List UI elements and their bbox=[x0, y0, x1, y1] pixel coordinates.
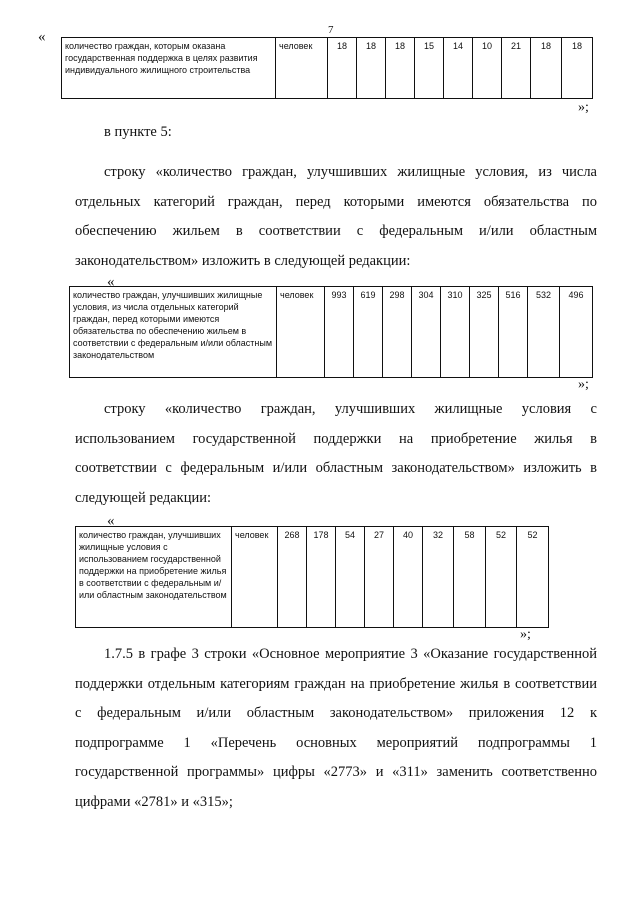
value-cell: 516 bbox=[499, 287, 528, 378]
value-cell: 32 bbox=[423, 527, 454, 628]
unit-cell: человек bbox=[277, 287, 325, 378]
value-cell: 178 bbox=[307, 527, 336, 628]
value-cell: 40 bbox=[394, 527, 423, 628]
value-cell: 18 bbox=[357, 38, 386, 99]
close-quote-1: »; bbox=[578, 100, 589, 115]
value-cell: 619 bbox=[354, 287, 383, 378]
indicator-table-3 bbox=[75, 526, 549, 628]
indicator-label: количество граждан, улучшивших жилищные условия с использованием государственной поддержки на приобретение жилья в соответствии с федеральным и/или областным законодательством bbox=[76, 527, 232, 628]
unit-cell: человек bbox=[276, 38, 328, 99]
value-cell: 268 bbox=[278, 527, 307, 628]
indicator-label: количество граждан, улучшивших жилищные условия, из числа отдельных категорий граждан, перед которыми имеются обязательства по обеспечению жильем в соответствии с федеральным и/или областным законодательством bbox=[70, 287, 277, 378]
indicator-table-2 bbox=[69, 286, 593, 378]
paragraph-row-replacement-2 bbox=[75, 395, 597, 513]
page-number: 7 bbox=[328, 24, 334, 36]
open-quote-2: « bbox=[107, 274, 115, 290]
value-cell: 310 bbox=[441, 287, 470, 378]
close-quote-2: »; bbox=[578, 377, 589, 392]
indicator-label: количество граждан, которым оказана государственная поддержка в целях развития индивидуального жилищного строительства bbox=[62, 38, 276, 99]
value-cell: 18 bbox=[531, 38, 562, 99]
paragraph-text: строку «количество граждан, улучшивших жилищные условия, из числа отдельных категорий граждан, перед которыми имеются обязательства по обеспечению жильем в соответствии с федеральным и/или областным законодательством» изложить в следующей редакции: bbox=[75, 164, 597, 269]
table-row bbox=[70, 287, 593, 378]
value-cell: 18 bbox=[562, 38, 593, 99]
paragraph-item-5 bbox=[75, 118, 597, 148]
table-row bbox=[62, 38, 593, 99]
value-cell: 14 bbox=[444, 38, 473, 99]
value-cell: 21 bbox=[502, 38, 531, 99]
paragraph-text: 1.7.5 в графе 3 строки «Основное мероприятие 3 «Оказание государственной поддержки отдельным категориям граждан на приобретение жилья в соответствии с федеральным и/или областным законодательством» приложения 12 к подпрограмме 1 «Перечень основных мероприятий подпрограммы 1 государственной программы» цифры «2773» и «311» заменить соответственно цифрами «2781» и «315»; bbox=[75, 646, 597, 810]
paragraph-item-1-7-5 bbox=[75, 640, 597, 817]
paragraph-text: в пункте 5: bbox=[104, 124, 172, 140]
value-cell: 52 bbox=[486, 527, 517, 628]
open-quote-1: « bbox=[38, 29, 46, 45]
table-row bbox=[76, 527, 549, 628]
value-cell: 18 bbox=[328, 38, 357, 99]
value-cell: 325 bbox=[470, 287, 499, 378]
value-cell: 298 bbox=[383, 287, 412, 378]
close-quote-3: »; bbox=[520, 627, 531, 642]
value-cell: 58 bbox=[454, 527, 486, 628]
unit-cell: человек bbox=[232, 527, 278, 628]
value-cell: 27 bbox=[365, 527, 394, 628]
paragraph-row-replacement-1 bbox=[75, 158, 597, 276]
indicator-table-1 bbox=[61, 37, 593, 99]
value-cell: 54 bbox=[336, 527, 365, 628]
value-cell: 993 bbox=[325, 287, 354, 378]
value-cell: 532 bbox=[528, 287, 560, 378]
value-cell: 304 bbox=[412, 287, 441, 378]
open-quote-3: « bbox=[107, 513, 115, 529]
value-cell: 496 bbox=[560, 287, 593, 378]
value-cell: 10 bbox=[473, 38, 502, 99]
value-cell: 18 bbox=[386, 38, 415, 99]
paragraph-text: строку «количество граждан, улучшивших жилищные условия с использованием государственной поддержки на приобретение жилья в соответствии с федеральным и/или областным законодательством» изложить в следующей редакции: bbox=[75, 401, 597, 506]
value-cell: 15 bbox=[415, 38, 444, 99]
value-cell: 52 bbox=[517, 527, 549, 628]
